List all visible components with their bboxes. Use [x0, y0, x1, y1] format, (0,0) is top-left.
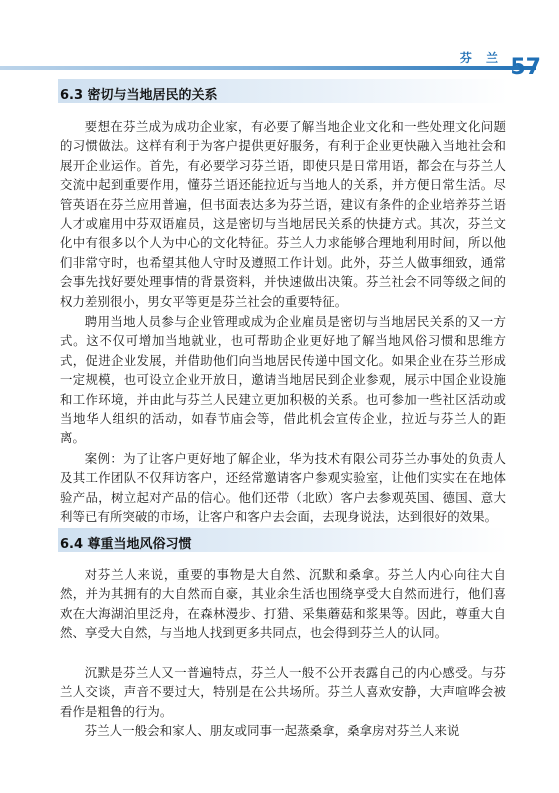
paragraph-6-4-3: 芬兰人一般会和家人、朋友或同事一起蒸桑拿，桑拿房对芬兰人来说 [84, 723, 460, 738]
page-header [0, 0, 559, 80]
page-number: 57 [510, 55, 541, 80]
paragraph-6-3-2: 聘用当地人员参与企业管理或成为企业雇员是密切与当地居民关系的又一方式。这不仅可增加当地就业，也可帮助企业更好地了解当地风俗习惯和思维方式，促进企业发展，并借助他们向当地居民传递中国文化。如果企业在芬兰形成一定规模，也可设立企业开放日，邀请当地居民到企业参观，展示中国企业设施和工作环境，并由此与芬兰人民建立更加积极的关系。也可参加一些社区活动或当地华人组织的活动，如春节庙会等，借此机会宣传企业，拉近与芬兰人的距离。 [60, 314, 506, 446]
running-header-label: 芬 兰 [459, 51, 503, 65]
header-rule [0, 66, 536, 70]
paragraph-6-3-3: 案例：为了让客户更好地了解企业，华为技术有限公司芬兰办事处的负责人及其工作团队不仅拜访客户，还经常邀请客户参观实验室，让他们实实在在地体验产品，树立起对产品的信心。他们还带（北欧）客户去参观英国、德国、意大利等已有所突破的市场，让客户和客户去会面，去现身说法，达到很好的效果。 [60, 451, 506, 525]
section-heading-6-4: 6.4 尊重当地风俗习惯 [60, 537, 192, 552]
paragraph-6-4-2: 沉默是芬兰人又一普遍特点，芬兰人一般不公开表露自己的内心感受。与芬兰人交谈，声音不要过大，特别是在公共场所。芬兰人喜欢安静，大声喧哗会被看作是粗鲁的行为。 [60, 665, 506, 719]
section-heading-6-3: 6.3 密切与当地居民的关系 [60, 88, 218, 103]
paragraph-6-4-1: 对芬兰人来说，重要的事物是大自然、沉默和桑拿。芬兰人内心向往大自然，并为其拥有的大自然而自豪，其业余生活也围绕享受大自然而进行，他们喜欢在大海湖泊里泛舟，在森林漫步、打猎、采集蘑菇和浆果等。因此，尊重大自然、享受大自然，与当地人找到更多共同点，也会得到芬兰人的认同。 [60, 567, 506, 641]
paragraph-6-3-1: 要想在芬兰成为成功企业家，有必要了解当地企业文化和一些处理文化问题的习惯做法。这样有利于为客户提供更好服务，有利于企业更快融入当地社会和展开企业运作。首先，有必要学习芬兰语，即使只是日常用语，都会在与芬兰人交流中起到重要作用，懂芬兰语还能拉近与当地人的关系，并方便日常生活。尽管英语在芬兰应用普遍，但书面表达多为芬兰语，建议有条件的企业培养芬兰语人才或雇用中芬双语雇员，这是密切与当地居民关系的快捷方式。其次，芬兰文化中有很多以个人为中心的文化特征。芬兰人力求能够合理地利用时间，所以他们非常守时，也希望其他人守时及遵照工作计划。此外，芬兰人做事细致，通常会事先找好要处理事情的背景资料，并快速做出决策。芬兰社会不同等级之间的权力差别很小，男女平等更是芬兰社会的重要特征。 [60, 119, 506, 309]
